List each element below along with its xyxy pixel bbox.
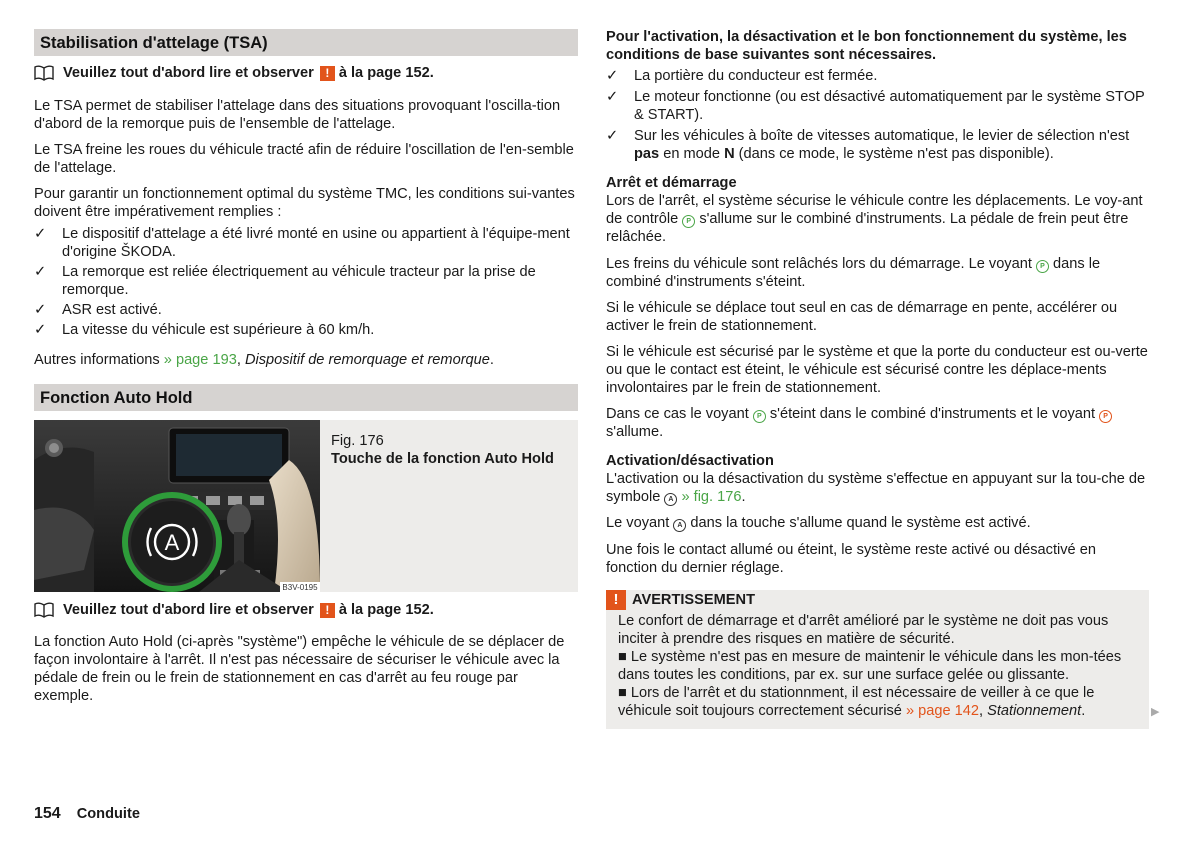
page-193-link[interactable]: » page 193: [163, 352, 237, 368]
check-icon: ✓: [34, 322, 47, 338]
read-notice-autohold: [34, 601, 434, 619]
book-icon: [34, 65, 54, 81]
figure-number: Fig. 176: [331, 433, 384, 449]
warning-line-3: ■ Lors de l'arrêt et du stationnment, il est nécessaire de veiller à ce que le véhicule soit toujours correctement sécurisé » page 142, Stationnement.: [618, 685, 1095, 719]
read-notice-page: à la page 152.: [338, 65, 434, 81]
fig-176-link[interactable]: » fig. 176: [681, 489, 742, 505]
tsa-paragraph-2: Le TSA freine les roues du véhicule tracté afin de réduire l'oscillation de l'en-semble de l'attelage.: [34, 142, 574, 176]
green-brake-indicator-icon: P: [1036, 260, 1049, 273]
section-title-autohold: Fonction Auto Hold: [34, 384, 578, 411]
check-icon: ✓: [34, 264, 47, 280]
page-142-link[interactable]: » page 142: [905, 703, 979, 719]
auto-hold-button-photo: [34, 420, 320, 592]
figure-caption: [331, 432, 571, 468]
activation-paragraph-3: Une fois le contact allumé ou éteint, le système reste activé ou désactivé en fonction du dernier réglage.: [606, 542, 1096, 576]
activation-heading: Activation/désactivation: [606, 453, 774, 469]
warning-icon: !: [320, 603, 335, 618]
page-footer: [34, 805, 140, 823]
stop-paragraph-2: Les freins du véhicule sont relâchés lors du démarrage. Le voyant P dans le combiné d'instruments s'éteint.: [606, 256, 1101, 290]
auto-hold-symbol: A: [164, 530, 180, 555]
green-brake-indicator-icon: P: [682, 215, 695, 228]
warning-title: AVERTISSEMENT: [632, 592, 755, 608]
read-notice-text: Veuillez tout d'abord lire et observer: [63, 65, 314, 81]
list-item: ✓ La vitesse du véhicule est supérieure à 60 km/h.: [34, 322, 375, 338]
list-item: ✓ La portière du conducteur est fermée.: [606, 68, 878, 84]
list-item: ✓ Sur les véhicules à boîte de vitesses automatique, le levier de sélection n'est pas en mode N (dans ce mode, le système n'est pas disponible).: [606, 128, 1130, 162]
tsa-paragraph-3: Pour garantir un fonctionnement optimal du système TMC, les conditions sui-vantes doivent être impérativement remplies :: [34, 186, 575, 220]
figure-title: Touche de la fonction Auto Hold: [331, 451, 554, 467]
stop-paragraph-1: Lors de l'arrêt, el système sécurise le véhicule contre les déplacements. Le voy-ant de contrôle P s'allume sur le combiné d'instruments. La pédale de frein peut être relâchée.: [606, 193, 1143, 245]
section-title-tsa: Stabilisation d'attelage (TSA): [34, 29, 578, 56]
tsa-more-info: Autres informations » page 193, Dispositif de remorquage et remorque.: [34, 352, 494, 368]
book-icon: [34, 602, 54, 618]
activation-paragraph-2: Le voyant A dans la touche s'allume quand le système est activé.: [606, 515, 1031, 531]
red-brake-indicator-icon: P: [1099, 410, 1112, 423]
figure-176: [34, 420, 578, 592]
list-item: ✓ Le dispositif d'attelage a été livré monté en usine ou appartient à l'équipe-ment d'origine ŠKODA.: [34, 226, 570, 260]
warning-line-1: Le confort de démarrage et d'arrêt amélioré par le système ne doit pas vous inciter à prendre des risques en matière de sécurité.: [618, 613, 1109, 647]
auto-hold-symbol-icon: A: [673, 519, 686, 532]
check-icon: ✓: [606, 89, 619, 105]
check-icon: ✓: [34, 302, 47, 318]
page-number: 154: [34, 805, 61, 822]
stop-paragraph-4: Si le véhicule est sécurisé par le système et que la porte du conducteur est ou-verte ou que le contact est éteint, le véhicule est sécurisé contre les déplace-ments involontaires par le frein de stationnement.: [606, 344, 1148, 396]
warning-icon: !: [320, 66, 335, 81]
warning-line-2: ■ Le système n'est pas en mesure de maintenir le véhicule dans les mon-tées dans toutes les conditions, par ex. sur une surface gelée ou glissante.: [618, 649, 1122, 683]
continue-arrow-icon: ▶: [1151, 706, 1160, 718]
check-icon: ✓: [606, 128, 619, 144]
list-item: ✓ La remorque est reliée électriquement au véhicule tracteur par la prise de remorque.: [34, 264, 536, 298]
warning-body: [618, 612, 1143, 720]
conditions-intro: Pour l'activation, la désactivation et le bon fonctionnement du système, les conditions de base suivantes sont nécessaires.: [606, 29, 1127, 63]
autohold-paragraph-1: La fonction Auto Hold (ci-après "système") empêche le véhicule de se déplacer de façon involontaire à l'arrêt. Il n'est pas nécessaire de sécuriser le véhicule avec la pédale de frein ou le frein de stationnement en cas d'arrêt au feu rouge par exemple.: [34, 634, 565, 704]
tsa-conditions-list: [34, 225, 578, 339]
tsa-paragraph-1: Le TSA permet de stabiliser l'attelage dans des situations provoquant l'oscilla-tion d'abord de la remorque puis de l'ensemble de l'attelage.: [34, 98, 561, 132]
auto-hold-symbol-icon: A: [664, 493, 677, 506]
read-notice-text: Veuillez tout d'abord lire et observer: [63, 602, 314, 618]
green-brake-indicator-icon: P: [753, 410, 766, 423]
warning-icon: !: [606, 590, 626, 610]
check-icon: ✓: [606, 68, 619, 84]
read-notice-page: à la page 152.: [338, 602, 434, 618]
figure-code: B3V-0195: [282, 583, 318, 592]
section-name: Conduite: [76, 806, 140, 822]
warning-box: [606, 590, 1149, 729]
stop-paragraph-5: Dans ce cas le voyant P s'éteint dans le combiné d'instruments et le voyant P s'allume.: [606, 405, 1149, 441]
activation-paragraph-1: L'activation ou la désactivation du système s'effectue en appuyant sur la tou-che de symbole A » fig. 176.: [606, 471, 1146, 505]
stop-start-heading: Arrêt et démarrage: [606, 175, 737, 191]
warning-header: [606, 590, 755, 610]
stop-paragraph-3: Si le véhicule se déplace tout seul en cas de démarrage en pente, accélérer ou activer le frein de stationnement.: [606, 300, 1118, 334]
list-item: ✓ ASR est activé.: [34, 302, 162, 318]
list-item: ✓ Le moteur fonctionne (ou est désactivé automatiquement par le système STOP & START).: [606, 89, 1145, 123]
autohold-conditions-list: [606, 67, 1149, 163]
read-notice-tsa: [34, 64, 434, 82]
check-icon: ✓: [34, 226, 47, 242]
